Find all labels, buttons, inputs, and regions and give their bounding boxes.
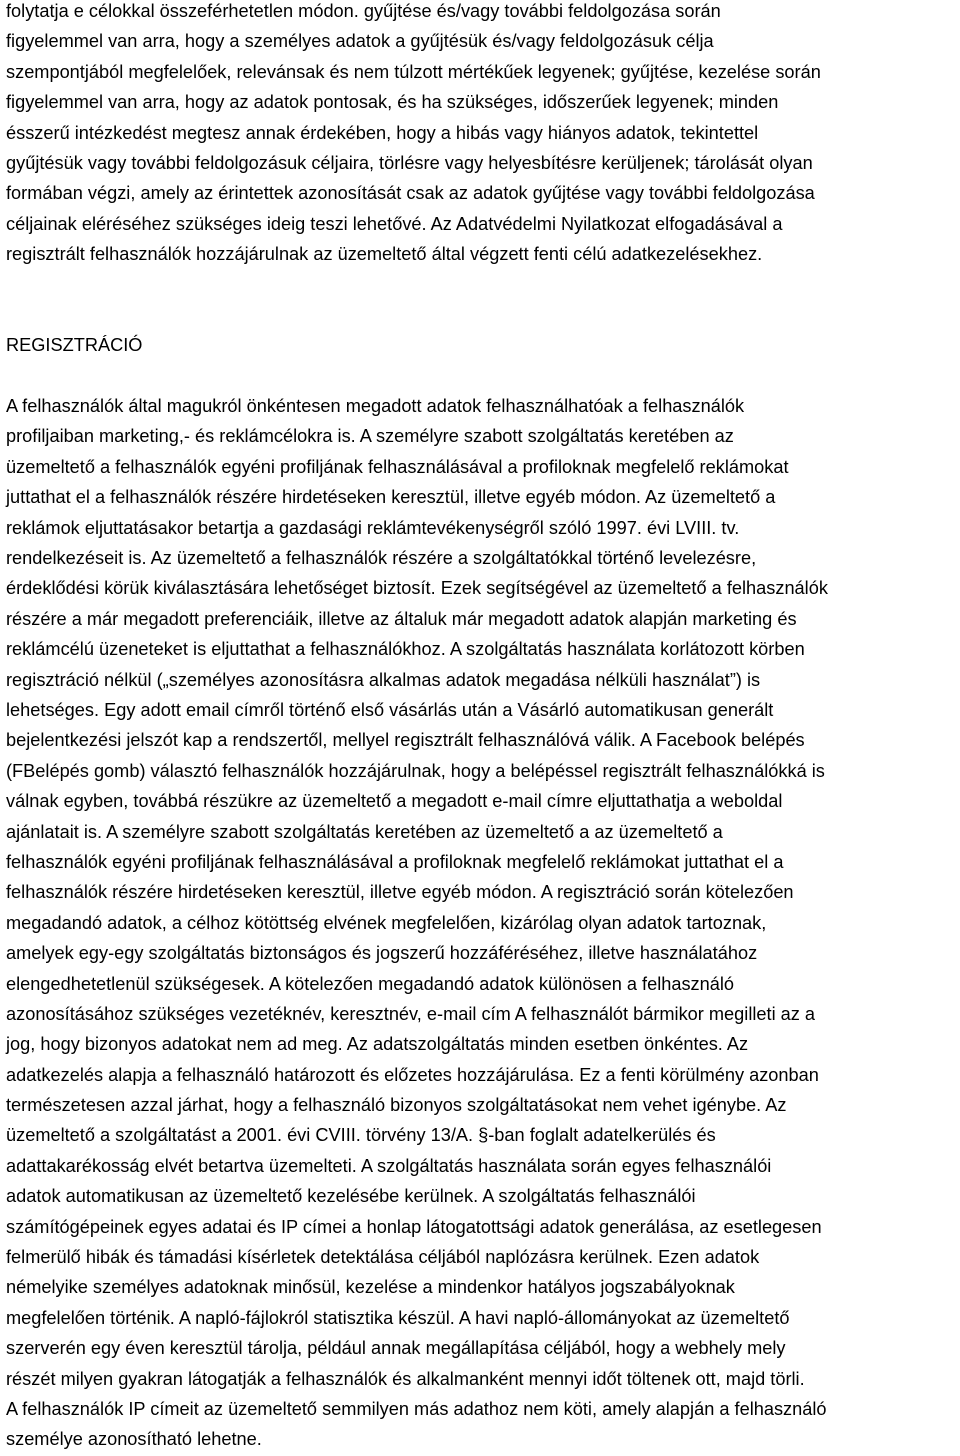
text-line: szerverén egy éven keresztül tárolja, például annak megállapítása céljából, hogy a webhely mely — [6, 1338, 786, 1359]
text-line: üzemeltető a szolgáltatást a 2001. évi CVIII. törvény 13/A. §-ban foglalt adatelkerülés és — [6, 1125, 716, 1146]
text-line: elengedhetetlenül szükségesek. A kötelezően megadandó adatok különösen a felhasználó — [6, 973, 735, 994]
text-line: regisztráció nélkül („személyes azonosításra alkalmas adatok megadása nélküli használat”) is — [6, 669, 761, 690]
text-line: üzemeltető a felhasználók egyéni profiljának felhasználásával a profiloknak megfelelő reklámokat — [6, 456, 789, 477]
text-line: (FBelépés gomb) választó felhasználók hozzájárulnak, hogy a belépéssel regisztrált felhasználókká is — [6, 760, 825, 781]
text-line: természetesen azzal járhat, hogy a felhasználó bizonyos szolgáltatásokat nem vehet igénybe. Az — [6, 1095, 787, 1116]
heading-spacer — [6, 361, 956, 391]
text-line: gyűjtésük vagy további feldolgozásuk céljaira, törlésre vagy helyesbítésre kerüljenek; tárolását olyan — [6, 152, 813, 173]
text-line: ajánlatait is. A személyre szabott szolgáltatás keretében az üzemeltető a az üzemeltető a — [6, 821, 723, 842]
text-line: reklámcélú üzeneteket is eljuttathat a felhasználókhoz. A szolgáltatás használata korlátozott körben — [6, 639, 805, 660]
text-line: felhasználók részére hirdetéseken keresztül, illetve egyéb módon. A regisztráció során kötelezően — [6, 882, 794, 903]
text-line: regisztrált felhasználók hozzájárulnak az üzemeltető által végzett fenti célú adatkezelésekhez. — [6, 244, 763, 265]
text-line: megfelelően történik. A napló-fájlokról statisztika készül. A havi napló-állományokat az üzemeltető — [6, 1307, 790, 1328]
text-line: céljainak eléréséhez szükséges ideig teszi lehetővé. Az Adatvédelmi Nyilatkozat elfogadásával a — [6, 213, 783, 234]
text-line: adatkezelés alapja a felhasználó határozott és előzetes hozzájárulása. Ez a fenti körülmény azonban — [6, 1064, 819, 1085]
text-line: azonosításához szükséges vezetéknév, keresztnév, e-mail cím A felhasználót bármikor megilleti az a — [6, 1003, 816, 1024]
text-line: felhasználók egyéni profiljának felhasználásával a profiloknak megfelelő reklámokat juttathat el a — [6, 851, 784, 872]
text-line: felmerülő hibák és támadási kísérletek detektálása céljából naplózásra kerülnek. Ezen adatok — [6, 1247, 760, 1268]
text-line: juttathat el a felhasználók részére hirdetéseken keresztül, illetve egyéb módon. Az üzemeltető a — [6, 487, 776, 508]
text-line: részét milyen gyakran látogatják a felhasználók és alkalmanként mennyi időt töltenek ott, majd törli. — [6, 1368, 805, 1389]
text-line: személye azonosítható lehetne. — [6, 1429, 262, 1450]
text-line: számítógépeinek egyes adatai és IP címei a honlap látogatottsági adatok generálása, az esetlegesen — [6, 1216, 822, 1237]
text-line: válnak egyben, továbbá részükre az üzemeltető a megadott e-mail címre eljuttathatja a weboldal — [6, 791, 783, 812]
text-line: némelyike személyes adatoknak minősül, kezelése a mindenkor hatályos jogszabályoknak — [6, 1277, 735, 1298]
text-line: rendelkezéseit is. Az üzemeltető a felhasználók részére a szolgáltatókkal történő levelezésre, — [6, 548, 757, 569]
text-line: bejelentkezési jelszót kap a rendszertől, mellyel regisztrált felhasználóvá válik. A Facebook belépés — [6, 730, 805, 751]
text-line: amelyek egy-egy szolgáltatás biztonságos és jogszerű hozzáféréséhez, illetve használatához — [6, 943, 758, 964]
text-line: profiljaiban marketing,- és reklámcélokra is. A személyre szabott szolgáltatás keretében az — [6, 426, 734, 447]
text-line: szempontjából megfelelőek, relevánsak és nem túlzott mértékűek legyenek; gyűjtése, kezelése során — [6, 61, 821, 82]
text-line: reklámok eljuttatásakor betartja a gazdasági reklámtevékenységről szóló 1997. évi LVIII. tv. — [6, 517, 740, 538]
text-line: érdeklődési körük kiválasztására lehetőséget biztosít. Ezek segítségével az üzemeltető a felhasználók — [6, 578, 828, 599]
paragraph-spacer — [6, 270, 956, 331]
text-line: adatok automatikusan az üzemeltető kezelésébe kerülnek. A szolgáltatás felhasználói — [6, 1186, 696, 1207]
paragraph-intro — [6, 0, 956, 270]
text-line: A felhasználók által magukról önkéntesen megadott adatok felhasználhatóak a felhasználók — [6, 396, 745, 417]
text-line: A felhasználók IP címeit az üzemeltető semmilyen más adathoz nem köti, amely alapján a felhasználó — [6, 1398, 827, 1419]
paragraph-registration — [6, 391, 956, 1455]
document-page — [6, 0, 956, 1455]
text-line: lehetséges. Egy adott email címről történő első vásárlás után a Vásárló automatikusan generált — [6, 700, 774, 720]
text-line: folytatja e célokkal összeférhetetlen módon. gyűjtése és/vagy további feldolgozása során — [6, 1, 721, 21]
text-line: jog, hogy bizonyos adatokat nem ad meg. Az adatszolgáltatás minden esetben önkéntes. Az — [6, 1034, 749, 1055]
text-line: adattakarékosság elvét betartva üzemelteti. A szolgáltatás használata során egyes felhasználói — [6, 1155, 772, 1176]
text-line: figyelemmel van arra, hogy a személyes adatok a gyűjtésük és/vagy feldolgozásuk célja — [6, 31, 714, 52]
text-line: ésszerű intézkedést megtesz annak érdekében, hogy a hibás vagy hiányos adatok, tekintettel — [6, 122, 759, 143]
text-line: figyelemmel van arra, hogy az adatok pontosak, és ha szükséges, időszerűek legyenek; minden — [6, 92, 779, 113]
text-line: részére a már megadott preferenciáik, illetve az általuk már megadott adatok alapján marketing és — [6, 608, 797, 629]
text-line: megadandó adatok, a célhoz kötöttség elvének megfelelően, kizárólag olyan adatok tartoznak, — [6, 912, 767, 933]
section-heading: REGISZTRÁCIÓ — [6, 335, 143, 356]
text-line: formában végzi, amely az érintettek azonosítását csak az adatok gyűjtése vagy további feldolgozása — [6, 183, 815, 204]
